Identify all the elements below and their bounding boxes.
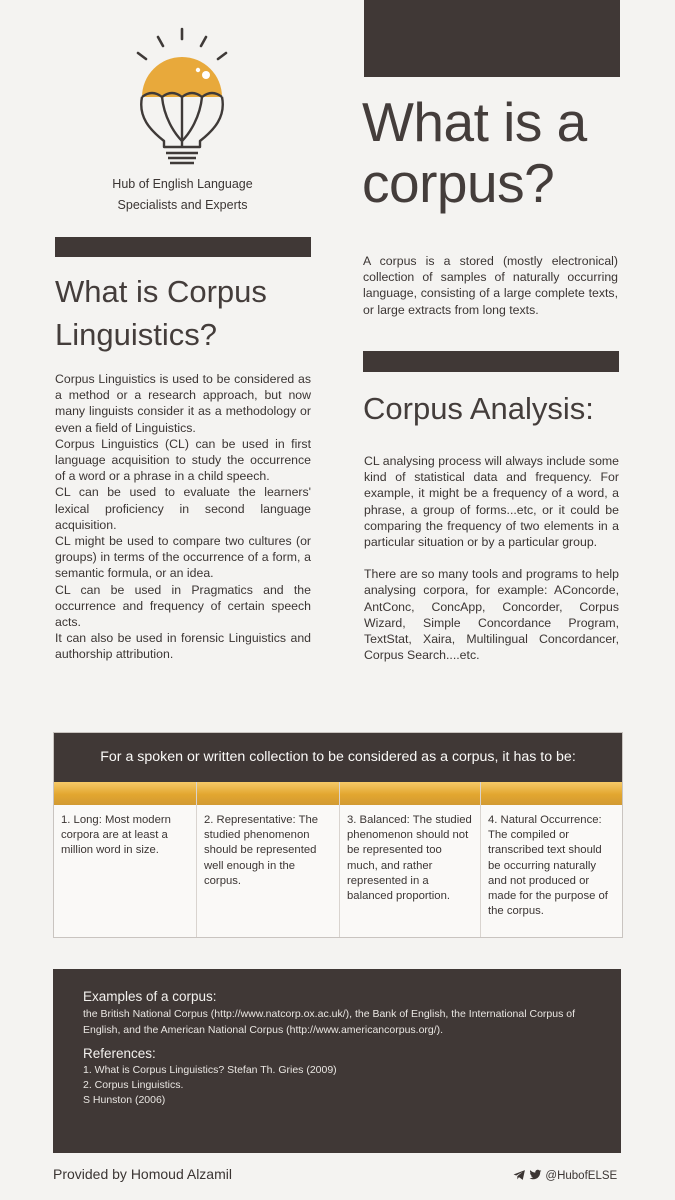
criteria-accent-bar <box>340 782 482 805</box>
criteria-item <box>340 782 482 937</box>
criteria-text: 2. Representative: The studied phenomenon should be represented well enough in the corpus. <box>204 814 319 887</box>
criteria-accent-bar <box>481 782 622 805</box>
lightbulb-umbrella-logo-icon <box>120 25 245 170</box>
telegram-icon[interactable] <box>513 1169 526 1181</box>
cl-paragraph: Corpus Linguistics is used to be considered as a method or a research approach, but now many linguists consider it as a methodology or even a field of Linguistics. <box>55 372 311 435</box>
criteria-text: 3. Balanced: The studied phenomenon should not be represented too much, and rather represented in a balanced proportion. <box>347 814 472 903</box>
left-divider-bar <box>55 237 311 257</box>
ca-paragraph-1: CL analysing process will always include some kind of statistical data and frequency. For example, it might be a frequency of a word, a phrase, a group of forms...etc, or it could be comparing the frequency of two elements in a particular situation or by a particular group. <box>364 454 619 550</box>
criteria-accent-bar <box>197 782 339 805</box>
corpus-definition: A corpus is a stored (mostly electronical) collection of samples of naturally occurring language, consisting of a large complete texts, or large extracts from long texts. <box>363 254 618 317</box>
corpus-linguistics-heading: What is Corpus Linguistics? <box>55 274 267 352</box>
criteria-item <box>54 782 196 937</box>
criteria-text: 1. Long: Most modern corpora are at least a million word in size. <box>61 814 171 857</box>
social-handle[interactable]: @HubofELSE <box>545 1170 618 1182</box>
twitter-icon[interactable] <box>529 1169 542 1181</box>
cl-paragraph: It can also be used in forensic Linguistics and authorship attribution. <box>55 631 311 662</box>
examples-heading: Examples of a corpus: <box>83 989 217 1004</box>
org-name-line-2: Specialists and Experts <box>117 198 248 212</box>
criteria-item <box>197 782 339 937</box>
social-handle-group <box>513 1169 617 1182</box>
criteria-accent-bar <box>54 782 196 805</box>
reference-item: 1. What is Corpus Linguistics? Stefan Th. Gries (2009) <box>83 1064 337 1076</box>
examples-text: the British National Corpus (http://www.natcorp.ox.ac.uk/), the Bank of English, the International Corpus of English, and the American National Corpus (http://www.americancorpus.org/). <box>83 1008 576 1036</box>
cl-paragraph: Corpus Linguistics (CL) can be used in first language acquisition to study the occurrence of a word or a phrase in a child speech. <box>55 436 311 484</box>
provided-by: Provided by Homoud Alzamil <box>53 1166 232 1182</box>
cl-paragraph: CL might be used to compare two cultures (or groups) in terms of the occurrence of a form, a semantic formula, or an idea. <box>55 534 311 581</box>
org-name-line-1: Hub of English Language <box>112 177 253 191</box>
cl-paragraph: CL can be used to evaluate the learners' lexical proficiency in second language acquisition. <box>55 485 311 532</box>
examples-references-box <box>53 969 621 1153</box>
corpus-analysis-heading: Corpus Analysis: <box>363 391 594 426</box>
criteria-heading: For a spoken or written collection to be considered as a corpus, it has to be: <box>54 733 622 782</box>
top-right-bar <box>364 0 620 77</box>
criteria-item <box>481 782 622 937</box>
corpus-criteria-box <box>53 732 623 938</box>
reference-item: S Hunston (2006) <box>83 1094 166 1106</box>
right-divider-bar <box>363 351 619 372</box>
cl-paragraph: CL can be used in Pragmatics and the occurrence and frequency of certain speech acts. <box>55 582 311 630</box>
criteria-text: 4. Natural Occurrence: The compiled or transcribed text should be occurring naturally and not produced or made for the purpose of the corpus. <box>488 814 608 918</box>
page-title: What is a corpus? <box>362 91 587 214</box>
corpus-linguistics-body <box>55 371 311 663</box>
references-heading: References: <box>83 1046 156 1061</box>
ca-paragraph-2: There are so many tools and programs to help analysing corpora, for example: AConcorde, AntConc, ConcApp, Concorder, Corpus Wizard, Simple Concordance Program, TextStat, Xaira, Multilingual Concordancer, Corpus Search....etc. <box>364 567 619 663</box>
reference-item: 2. Corpus Linguistics. <box>83 1079 184 1091</box>
corpus-analysis-body <box>364 453 619 663</box>
